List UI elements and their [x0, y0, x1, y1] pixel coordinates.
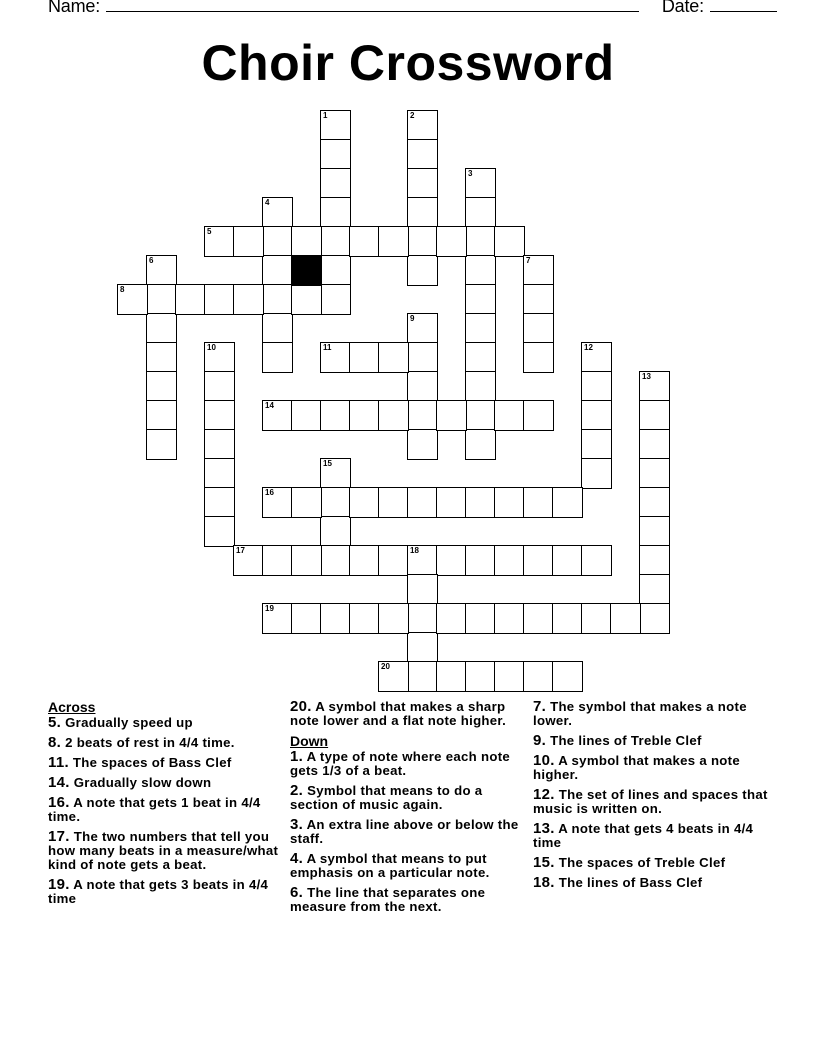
- clue-across-11: [48, 756, 283, 770]
- cell-number: 4: [265, 198, 270, 207]
- grid-cell[interactable]: [204, 429, 235, 460]
- clue-number: 1.: [290, 748, 304, 765]
- clue-across-8: [48, 736, 283, 750]
- cell-number: 14: [265, 401, 274, 410]
- grid-cell[interactable]: [320, 255, 351, 286]
- clue-text: An extra line above or below the staff.: [290, 817, 519, 846]
- grid-cell[interactable]: [465, 197, 496, 228]
- grid-cell[interactable]: [465, 545, 496, 576]
- cell-number: 15: [323, 459, 332, 468]
- grid-cell[interactable]: [378, 487, 409, 518]
- clue-down-6: [290, 886, 528, 914]
- grid-cell[interactable]: [320, 545, 351, 576]
- grid-cell[interactable]: [378, 661, 409, 692]
- grid-cell[interactable]: [320, 516, 351, 547]
- grid-cell[interactable]: [204, 487, 235, 518]
- clue-down-1: [290, 750, 528, 778]
- grid-cell[interactable]: [146, 400, 177, 431]
- grid-cell[interactable]: [407, 487, 438, 518]
- clue-text: A note that gets 3 beats in 4/4 time: [48, 877, 269, 906]
- clue-down-18: [533, 876, 773, 890]
- grid-cell[interactable]: [639, 400, 670, 431]
- grid-cell[interactable]: [465, 487, 496, 518]
- cell-number: 17: [236, 546, 245, 555]
- grid-cell[interactable]: [291, 603, 322, 634]
- grid-cell[interactable]: [465, 400, 496, 431]
- grid-cell[interactable]: [378, 226, 409, 257]
- grid-cell[interactable]: [204, 371, 235, 402]
- grid-cell[interactable]: [378, 603, 409, 634]
- cell-number: 13: [642, 372, 651, 381]
- grid-cell[interactable]: [523, 255, 554, 286]
- grid-cell[interactable]: [378, 545, 409, 576]
- grid-cell[interactable]: [407, 255, 438, 286]
- grid-cell[interactable]: [204, 226, 235, 257]
- clue-number: 16.: [48, 794, 70, 811]
- grid-cell[interactable]: [262, 400, 293, 431]
- clue-text: The two numbers that tell you how many beats in a measure/what kind of note gets a beat.: [48, 829, 279, 872]
- clue-number: 6.: [290, 884, 304, 901]
- clue-text: The lines of Bass Clef: [558, 875, 703, 890]
- grid-cell[interactable]: [233, 284, 264, 315]
- page-title: Choir Crossword: [201, 35, 615, 91]
- grid-cell[interactable]: [639, 516, 670, 547]
- clue-text: Gradually speed up: [65, 715, 193, 730]
- grid-cell[interactable]: [407, 632, 438, 663]
- grid-cell[interactable]: [204, 400, 235, 431]
- grid-cell[interactable]: [262, 487, 293, 518]
- grid-cell[interactable]: [320, 342, 351, 373]
- clue-number: 8.: [48, 734, 62, 751]
- grid-cell[interactable]: [146, 371, 177, 402]
- grid-cell[interactable]: [639, 487, 670, 518]
- grid-cell[interactable]: [407, 545, 438, 576]
- grid-cell[interactable]: [204, 458, 235, 489]
- black-cell: [291, 255, 322, 286]
- grid-cell[interactable]: [581, 458, 612, 489]
- grid-cell[interactable]: [639, 574, 670, 605]
- grid-cell[interactable]: [639, 371, 670, 402]
- clue-across-14: [48, 776, 283, 790]
- grid-cell[interactable]: [146, 313, 177, 344]
- grid-cell[interactable]: [639, 429, 670, 460]
- grid-cell[interactable]: [146, 429, 177, 460]
- clue-number: 12.: [533, 786, 555, 803]
- clue-number: 5.: [48, 714, 62, 731]
- grid-cell[interactable]: [262, 284, 293, 315]
- grid-cell[interactable]: [436, 226, 467, 257]
- grid-cell[interactable]: [291, 545, 322, 576]
- cell-number: 5: [207, 227, 212, 236]
- clue-down-2: [290, 784, 528, 812]
- grid-cell[interactable]: [465, 284, 496, 315]
- grid-cell[interactable]: [407, 371, 438, 402]
- grid-cell[interactable]: [320, 284, 351, 315]
- clue-across-20: [290, 700, 528, 728]
- cell-number: 9: [410, 314, 415, 323]
- grid-cell[interactable]: [262, 197, 293, 228]
- clue-across-16: [48, 796, 283, 824]
- clue-text: The line that separates one measure from the next.: [290, 885, 486, 914]
- clue-down-12: [533, 788, 773, 816]
- grid-cell[interactable]: [291, 226, 322, 257]
- grid-cell[interactable]: [407, 313, 438, 344]
- grid-cell[interactable]: [552, 545, 583, 576]
- grid-cell[interactable]: [523, 400, 554, 431]
- clue-text: The spaces of Bass Clef: [72, 755, 232, 770]
- grid-cell[interactable]: [204, 284, 235, 315]
- clues-column-2: [290, 700, 528, 920]
- grid-cell[interactable]: [320, 487, 351, 518]
- date-label: Date:: [661, 0, 704, 16]
- clue-text: The lines of Treble Clef: [550, 733, 702, 748]
- grid-cell[interactable]: [407, 168, 438, 199]
- grid-cell[interactable]: [523, 661, 554, 692]
- grid-cell[interactable]: [581, 429, 612, 460]
- grid-cell[interactable]: [349, 487, 380, 518]
- grid-cell[interactable]: [581, 342, 612, 373]
- grid-cell[interactable]: [407, 400, 438, 431]
- clue-down-9: [533, 734, 773, 748]
- grid-cell[interactable]: [320, 603, 351, 634]
- clue-text: The spaces of Treble Clef: [558, 855, 726, 870]
- clue-text: The symbol that makes a note lower.: [533, 699, 747, 728]
- clue-number: 2.: [290, 782, 304, 799]
- grid-cell[interactable]: [262, 255, 293, 286]
- grid-cell[interactable]: [233, 545, 264, 576]
- grid-cell[interactable]: [523, 313, 554, 344]
- grid-cell[interactable]: [320, 139, 351, 170]
- grid-cell[interactable]: [552, 661, 583, 692]
- grid-cell[interactable]: [639, 545, 670, 576]
- cell-number: 20: [381, 662, 390, 671]
- clue-number: 9.: [533, 732, 547, 749]
- clue-number: 7.: [533, 698, 547, 715]
- grid-cell[interactable]: [465, 313, 496, 344]
- grid-cell[interactable]: [407, 197, 438, 228]
- grid-cell[interactable]: [407, 110, 438, 141]
- grid-cell[interactable]: [407, 226, 438, 257]
- grid-cell[interactable]: [436, 603, 467, 634]
- grid-cell[interactable]: [407, 429, 438, 460]
- clue-across-5: [48, 716, 283, 730]
- grid-cell[interactable]: [291, 400, 322, 431]
- grid-cell[interactable]: [349, 226, 380, 257]
- grid-cell[interactable]: [407, 342, 438, 373]
- across-heading: Across: [48, 699, 96, 715]
- grid-cell[interactable]: [494, 545, 525, 576]
- grid-cell[interactable]: [349, 545, 380, 576]
- clue-across-17: [48, 830, 283, 872]
- grid-cell[interactable]: [436, 661, 467, 692]
- grid-cell[interactable]: [262, 313, 293, 344]
- grid-cell[interactable]: [465, 226, 496, 257]
- clues-column-1: [48, 700, 283, 912]
- cell-number: 8: [120, 285, 125, 294]
- grid-cell[interactable]: [378, 342, 409, 373]
- down-heading: Down: [290, 733, 329, 749]
- grid-cell[interactable]: [407, 574, 438, 605]
- clue-number: 13.: [533, 820, 555, 837]
- grid-cell[interactable]: [349, 342, 380, 373]
- grid-cell[interactable]: [204, 342, 235, 373]
- grid-cell[interactable]: [146, 255, 177, 286]
- grid-cell[interactable]: [407, 603, 438, 634]
- name-label: Name:: [48, 0, 101, 16]
- grid-cell[interactable]: [146, 284, 177, 315]
- clue-text: A symbol that means to put emphasis on a particular note.: [290, 851, 490, 880]
- grid-cell[interactable]: [204, 516, 235, 547]
- grid-cell[interactable]: [465, 342, 496, 373]
- grid-cell[interactable]: [320, 400, 351, 431]
- clue-number: 14.: [48, 774, 70, 791]
- grid-cell[interactable]: [117, 284, 148, 315]
- grid-cell[interactable]: [378, 400, 409, 431]
- grid-cell[interactable]: [436, 487, 467, 518]
- clue-text: A symbol that makes a sharp note lower and a flat note higher.: [290, 699, 507, 728]
- clue-text: A note that gets 4 beats in 4/4 time: [533, 821, 754, 850]
- grid-cell[interactable]: [320, 168, 351, 199]
- clue-down-15: [533, 856, 773, 870]
- grid-cell[interactable]: [146, 342, 177, 373]
- grid-cell[interactable]: [436, 400, 467, 431]
- clue-text: 2 beats of rest in 4/4 time.: [65, 735, 235, 750]
- grid-cell[interactable]: [349, 603, 380, 634]
- grid-cell[interactable]: [581, 400, 612, 431]
- cell-number: 1: [323, 111, 328, 120]
- grid-cell[interactable]: [494, 603, 525, 634]
- grid-cell[interactable]: [436, 545, 467, 576]
- grid-cell[interactable]: [494, 487, 525, 518]
- grid-cell[interactable]: [523, 284, 554, 315]
- grid-cell[interactable]: [494, 226, 525, 257]
- grid-cell[interactable]: [523, 545, 554, 576]
- grid-cell[interactable]: [262, 226, 293, 257]
- clue-text: Symbol that means to do a section of music again.: [290, 783, 483, 812]
- clue-down-3: [290, 818, 528, 846]
- cell-number: 18: [410, 546, 419, 555]
- grid-cell[interactable]: [610, 603, 641, 634]
- clue-number: 11.: [48, 754, 69, 771]
- grid-cell[interactable]: [465, 429, 496, 460]
- clue-text: A type of note where each note gets 1/3 of a beat.: [290, 749, 511, 778]
- clue-down-13: [533, 822, 773, 850]
- grid-cell[interactable]: [320, 458, 351, 489]
- clue-number: 3.: [290, 816, 304, 833]
- grid-cell[interactable]: [465, 255, 496, 286]
- cell-number: 2: [410, 111, 415, 120]
- clue-down-10: [533, 754, 773, 782]
- clue-down-4: [290, 852, 528, 880]
- clue-number: 4.: [290, 850, 304, 867]
- cell-number: 10: [207, 343, 216, 352]
- clue-across-19: [48, 878, 283, 906]
- grid-cell[interactable]: [639, 458, 670, 489]
- clue-number: 17.: [48, 828, 70, 845]
- grid-cell[interactable]: [465, 168, 496, 199]
- grid-cell[interactable]: [494, 400, 525, 431]
- cell-number: 12: [584, 343, 593, 352]
- grid-cell[interactable]: [523, 487, 554, 518]
- grid-cell[interactable]: [320, 110, 351, 141]
- clue-number: 10.: [533, 752, 555, 769]
- grid-cell[interactable]: [552, 487, 583, 518]
- grid-cell[interactable]: [494, 661, 525, 692]
- grid-cell[interactable]: [262, 342, 293, 373]
- grid-cell[interactable]: [262, 545, 293, 576]
- cell-number: 3: [468, 169, 473, 178]
- clue-number: 15.: [533, 854, 555, 871]
- grid-cell[interactable]: [291, 487, 322, 518]
- grid-cell[interactable]: [552, 603, 583, 634]
- cell-number: 7: [526, 256, 531, 265]
- clues-column-3: [533, 700, 773, 896]
- grid-cell[interactable]: [465, 603, 496, 634]
- grid-cell[interactable]: [523, 342, 554, 373]
- grid-cell[interactable]: [407, 139, 438, 170]
- grid-cell[interactable]: [581, 371, 612, 402]
- grid-cell[interactable]: [349, 400, 380, 431]
- clue-down-7: [533, 700, 773, 728]
- grid-cell[interactable]: [465, 661, 496, 692]
- cell-number: 16: [265, 488, 274, 497]
- clue-text: The set of lines and spaces that music is written on.: [533, 787, 768, 816]
- clue-text: Gradually slow down: [73, 775, 212, 790]
- cell-number: 11: [323, 343, 332, 352]
- grid-cell[interactable]: [233, 226, 264, 257]
- grid-cell[interactable]: [262, 603, 293, 634]
- grid-cell[interactable]: [581, 603, 612, 634]
- clue-text: A note that gets 1 beat in 4/4 time.: [48, 795, 261, 824]
- grid-cell[interactable]: [639, 603, 670, 634]
- grid-cell[interactable]: [407, 661, 438, 692]
- grid-cell[interactable]: [320, 226, 351, 257]
- grid-cell[interactable]: [523, 603, 554, 634]
- grid-cell[interactable]: [581, 545, 612, 576]
- clue-number: 19.: [48, 876, 70, 893]
- clue-number: 20.: [290, 698, 312, 715]
- cell-number: 6: [149, 256, 154, 265]
- grid-cell[interactable]: [465, 371, 496, 402]
- grid-cell[interactable]: [320, 197, 351, 228]
- grid-cell[interactable]: [175, 284, 206, 315]
- clue-number: 18.: [533, 874, 555, 891]
- clue-text: A symbol that makes a note higher.: [533, 753, 740, 782]
- grid-cell[interactable]: [291, 284, 322, 315]
- cell-number: 19: [265, 604, 274, 613]
